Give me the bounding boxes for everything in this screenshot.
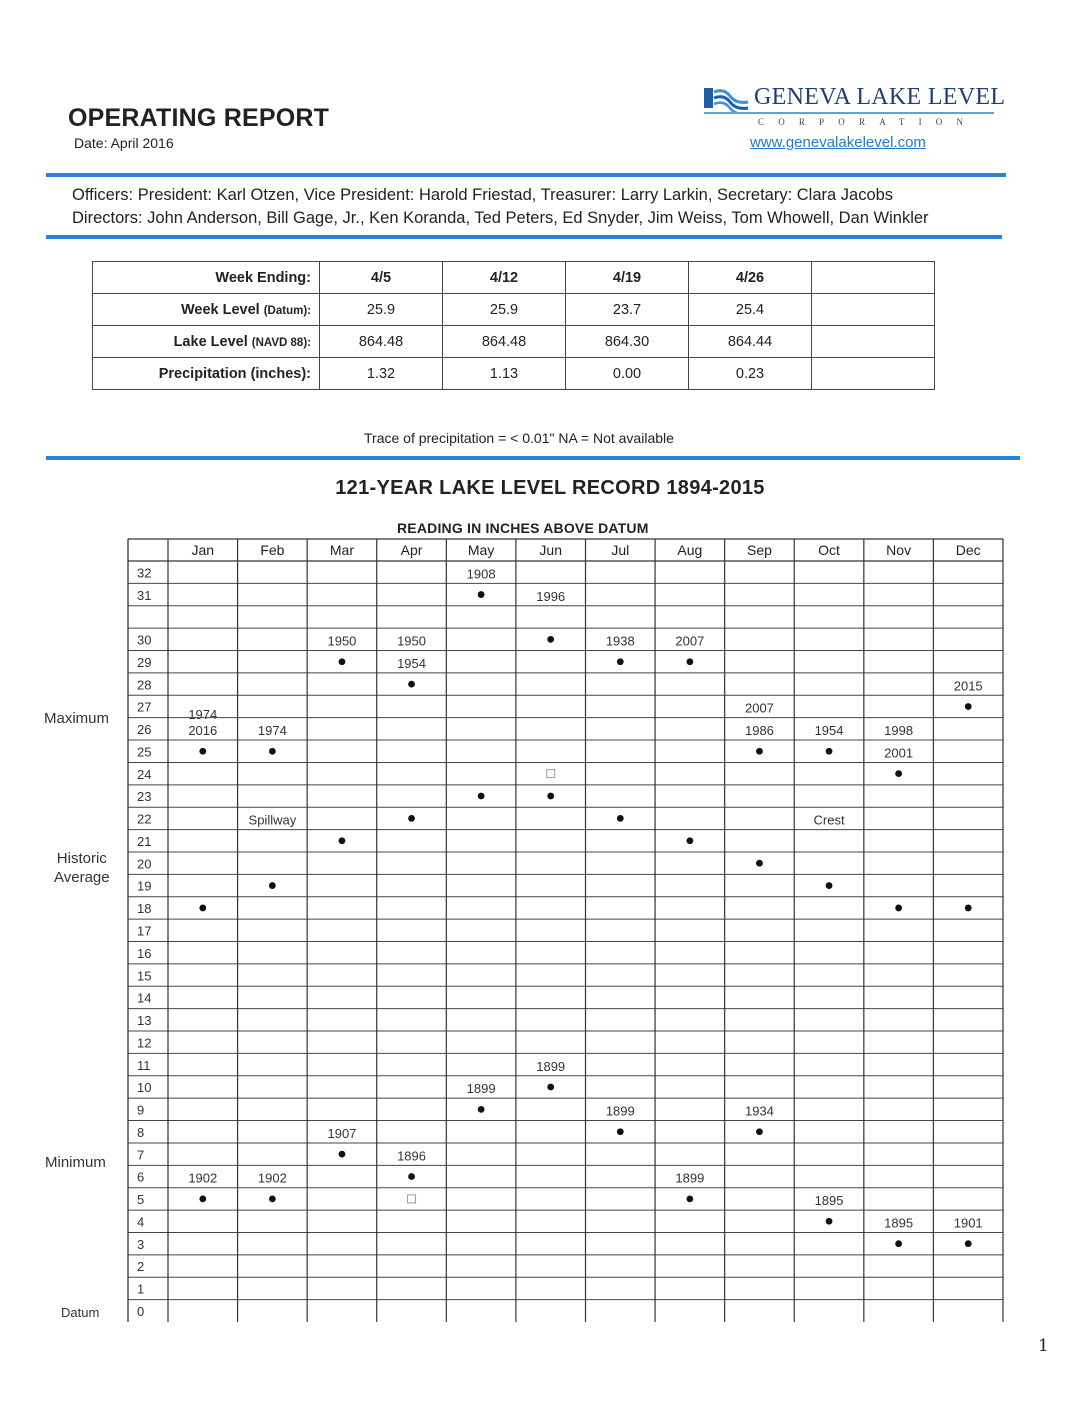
table-cell: 0.00 (566, 358, 689, 390)
year-annotation: 1950 (327, 633, 357, 649)
month-header: Oct (818, 542, 840, 558)
row-label-text: Lake Level (173, 333, 248, 350)
level-dot (408, 815, 415, 822)
year-annotation: Crest (813, 812, 845, 828)
level-dot (547, 1084, 554, 1091)
year-annotation: 1974 (257, 723, 287, 739)
row-label: 2 (137, 1259, 145, 1275)
record-title: 121-YEAR LAKE LEVEL RECORD 1894-2015 (335, 477, 765, 499)
record-subtitle: READING IN INCHES ABOVE DATUM (397, 520, 649, 536)
row-label: 21 (137, 833, 152, 849)
level-dot (686, 837, 693, 844)
row-label: 9 (137, 1102, 145, 1118)
year-annotation: 1950 (397, 633, 427, 649)
level-dot (269, 748, 276, 755)
row-label: 8 (137, 1124, 145, 1140)
level-dot (686, 658, 693, 665)
row-label: 25 (137, 744, 152, 760)
month-header: Aug (677, 542, 703, 558)
row-label: 23 (137, 789, 152, 805)
level-dot (269, 1195, 276, 1202)
year-annotation: 1996 (536, 588, 566, 604)
row-label: 18 (137, 901, 152, 917)
year-annotation: 1954 (814, 723, 844, 739)
year-annotation: 1974 (188, 707, 218, 723)
year-annotation: 1899 (605, 1103, 635, 1119)
row-label: 11 (137, 1057, 151, 1073)
row-label: 29 (137, 654, 152, 670)
row-label-unit: (NAVD 88): (251, 336, 311, 349)
year-annotation: 1899 (536, 1058, 566, 1074)
year-annotation: 1986 (744, 723, 774, 739)
year-annotation: Spillway (248, 812, 297, 828)
level-dot (895, 1240, 902, 1247)
year-annotation: 1899 (675, 1170, 705, 1186)
year-annotation: 1998 (884, 723, 914, 739)
row-label: 1 (137, 1281, 145, 1297)
year-annotation: 1938 (605, 633, 635, 649)
level-dot (199, 905, 206, 912)
row-label: 20 (137, 856, 152, 872)
row-label: 17 (137, 923, 152, 939)
level-dot (895, 905, 902, 912)
year-annotation: 2016 (188, 723, 218, 739)
level-dot (617, 815, 624, 822)
month-header: Nov (886, 542, 912, 558)
row-label: 19 (137, 878, 152, 894)
table-cell: 25.9 (443, 294, 566, 326)
table-cell: 23.7 (566, 294, 689, 326)
maximum-label: Maximum (44, 710, 110, 727)
average-label: Average (54, 869, 110, 886)
table-cell: 4/26 (689, 262, 812, 294)
table-cell: 25.9 (320, 294, 443, 326)
year-annotation: 1954 (397, 655, 427, 671)
row-label: 30 (137, 632, 152, 648)
table-cell: 864.48 (320, 326, 443, 358)
month-header: Jun (539, 542, 562, 558)
officers-line: Officers: President: Karl Otzen, Vice President: Harold Friestad, Treasurer: Larry Larkin, Secretary: Clara Jacobs (72, 186, 894, 204)
logo-name: GENEVA LAKE LEVEL (754, 84, 1006, 110)
level-dot (965, 703, 972, 710)
year-annotation: 1895 (884, 1215, 914, 1231)
row-label: Precipitation (inches): (93, 358, 320, 390)
level-dot (478, 793, 485, 800)
row-label: 12 (137, 1035, 152, 1051)
row-label: Week Ending: (93, 262, 320, 294)
row-label-unit: (Datum): (263, 304, 311, 317)
year-annotation: 2007 (675, 633, 705, 649)
row-label: 13 (137, 1013, 152, 1029)
level-dot (895, 770, 902, 777)
level-dot (408, 681, 415, 688)
year-annotation: 1907 (327, 1125, 357, 1141)
year-annotation: 2015 (953, 678, 983, 694)
row-label: 0 (137, 1304, 145, 1319)
year-annotation: 1899 (466, 1081, 496, 1097)
row-label: 6 (137, 1169, 145, 1185)
level-dot (478, 591, 485, 598)
row-label: 22 (137, 811, 152, 827)
minimum-label: Minimum (45, 1154, 106, 1171)
directors-line: Directors: John Anderson, Bill Gage, Jr., Ken Koranda, Ted Peters, Ed Snyder, Jim Weiss, Tom Whowell, Dan Winkler (72, 209, 929, 227)
month-header: Jul (611, 542, 630, 558)
level-dot (408, 1173, 415, 1180)
year-annotation: 1902 (257, 1170, 287, 1186)
year-annotation: 1908 (466, 566, 496, 582)
level-dot (965, 1240, 972, 1247)
level-dot (617, 1128, 624, 1135)
page-number: 1 (1038, 1336, 1049, 1356)
level-dot (547, 793, 554, 800)
level-dot (199, 1195, 206, 1202)
level-dot (686, 1195, 693, 1202)
level-dot (478, 1106, 485, 1113)
row-label-text: Week Level (180, 301, 260, 318)
level-dot (339, 1151, 346, 1158)
year-annotation: 2007 (744, 700, 774, 716)
datum-label: Datum (61, 1305, 100, 1320)
table-cell: 25.4 (689, 294, 812, 326)
level-dot (826, 748, 833, 755)
row-label: 26 (137, 722, 152, 738)
report-date: Date: April 2016 (74, 135, 174, 151)
notes-legend: Trace of precipitation = < 0.01" NA = Not available (364, 430, 674, 446)
table-cell: 0.23 (689, 358, 812, 390)
row-label: 32 (137, 565, 152, 581)
year-annotation: 1934 (744, 1103, 774, 1119)
historic-label: Historic (56, 850, 107, 867)
year-annotation: 1901 (953, 1215, 983, 1231)
table-cell: 1.13 (443, 358, 566, 390)
level-dot (756, 860, 763, 867)
level-open-square (408, 1195, 416, 1203)
level-dot (965, 905, 972, 912)
month-header: Sep (746, 542, 772, 558)
table-cell: 864.30 (566, 326, 689, 358)
row-label: 27 (137, 699, 152, 715)
year-annotation: 2001 (884, 745, 914, 761)
row-label: 4 (137, 1214, 145, 1230)
level-dot (617, 658, 624, 665)
row-label: 3 (137, 1236, 145, 1252)
table-cell: 4/12 (443, 262, 566, 294)
row-label: 31 (137, 587, 152, 603)
row-label: 28 (137, 677, 152, 693)
table-cell: 864.44 (689, 326, 812, 358)
year-annotation: 1895 (814, 1193, 844, 1209)
table-cell: 4/19 (566, 262, 689, 294)
row-label: 5 (137, 1192, 145, 1208)
month-header: Mar (329, 542, 355, 558)
year-annotation: 1896 (397, 1148, 427, 1164)
level-dot (339, 837, 346, 844)
row-label: 10 (137, 1080, 152, 1096)
page-title: OPERATING REPORT (68, 104, 330, 132)
month-header: Jan (191, 542, 215, 558)
row-label: 7 (137, 1147, 145, 1163)
month-header: May (467, 542, 495, 558)
table-cell: 864.48 (443, 326, 566, 358)
row-label: 16 (137, 945, 152, 961)
level-dot (756, 1128, 763, 1135)
level-dot (756, 748, 763, 755)
level-dot (826, 1218, 833, 1225)
row-label: 15 (137, 968, 152, 984)
row-label: 14 (137, 990, 152, 1006)
level-dot (339, 658, 346, 665)
table-cell: 1.32 (320, 358, 443, 390)
level-dot (826, 882, 833, 889)
level-dot (547, 636, 554, 643)
level-dot (269, 882, 276, 889)
level-open-square (547, 770, 555, 778)
level-dot (199, 748, 206, 755)
month-header: Feb (260, 542, 285, 558)
row-label: 24 (137, 766, 152, 782)
table-cell: 4/5 (320, 262, 443, 294)
website-link[interactable]: www.genevalakelevel.com (750, 134, 926, 151)
year-annotation: 1902 (188, 1170, 218, 1186)
logo-subtitle: CORPORATION (758, 117, 978, 127)
month-header: Dec (955, 542, 981, 558)
month-header: Apr (400, 542, 423, 558)
